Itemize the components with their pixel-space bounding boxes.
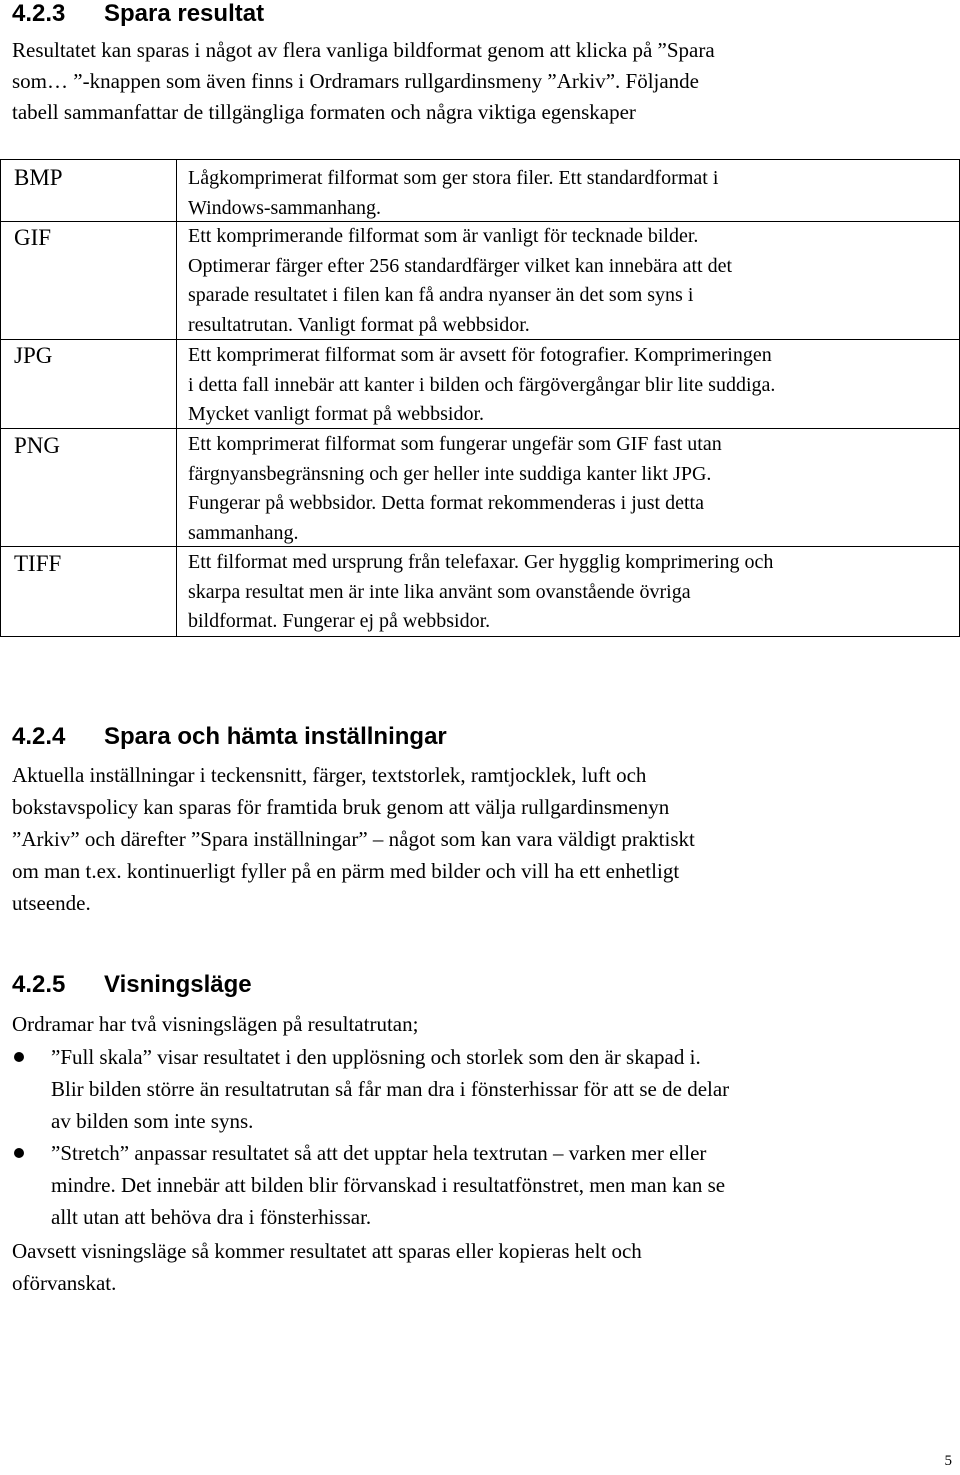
section-heading-save-result [12, 0, 264, 28]
format-name-tiff: TIFF [14, 551, 62, 576]
format-name-png: PNG [14, 433, 61, 458]
format-description-jpg: Ett komprimerat filformat som är avsett för fotografier. Komprimeringen i detta fall innebär att kanter i bilden och färgövergångar blir lite suddiga. Mycket vanligt format på webbsidor. [188, 344, 776, 425]
section-title: Visningsläge [104, 971, 252, 998]
save-result-paragraph: Resultatet kan sparas i något av flera vanliga bildformat genom att klicka på ”Spara som… ”-knappen som även finns i Ordramars rullgardinsmeny ”Arkiv”. Följande tabell sammanfattar de tillgängliga formaten och några viktiga egenskaper [12, 38, 715, 124]
format-description-tiff: Ett filformat med ursprung från telefaxar. Ger hygglig komprimering och skarpa resultat men är inte lika använt som ovanstående övriga bildformat. Fungerar ej på webbsidor. [188, 551, 774, 632]
section-number: 4.2.3 [12, 0, 66, 27]
section-number: 4.2.4 [12, 723, 66, 750]
format-name-gif: GIF [14, 225, 52, 250]
list-item [0, 1137, 951, 1233]
format-description-gif: Ett komprimerande filformat som är vanligt för tecknade bilder. Optimerar färger efter 256 standardfärger vilket kan innebära att det sparade resultatet i filen kan få andra nyanser än det som syns i resultatrutan. Vanligt format på webbsidor. [188, 225, 733, 336]
section-number: 4.2.5 [12, 971, 66, 998]
save-settings-paragraph: Aktuella inställningar i teckensnitt, färger, textstorlek, ramtjocklek, luft och bokstavspolicy kan sparas för framtida bruk genom att välja rullgardinsmenyn ”Arkiv” och därefter ”Spara inställningar” – något som kan vara väldigt praktiskt om man t.ex. kontinuerligt fyller på en pärm med bilder och vill ha ett enhetligt utseende. [12, 763, 695, 915]
view-mode-list [0, 1041, 951, 1233]
format-name-bmp: BMP [14, 165, 63, 190]
section-title: Spara resultat [104, 0, 265, 27]
bullet-icon [14, 1148, 24, 1158]
list-item-text: ”Full skala” visar resultatet i den upplösning och storlek som den är skapad i. Blir bilden större än resultatrutan så får man dra i fönsterhissar för att se de delar av bilden som inte syns. [51, 1045, 730, 1133]
bullet-icon [14, 1052, 24, 1062]
section-heading-save-settings [12, 723, 447, 751]
format-description-png: Ett komprimerat filformat som fungerar ungefär som GIF fast utan färgnyansbegränsning och ger heller inte suddiga kanter likt JPG. Fungerar på webbsidor. Detta format rekommenderas i just detta sammanhang. [188, 433, 722, 544]
list-item-text: ”Stretch” anpassar resultatet så att det upptar hela textrutan – varken mer eller mindre. Det innebär att bilden blir förvanskad i resultatfönstret, men man kan se allt utan att behöva dra i fönsterhissar. [51, 1141, 726, 1229]
list-item [0, 1041, 951, 1137]
view-mode-closing: Oavsett visningsläge så kommer resultatet att sparas eller kopieras helt och oförvanskat. [12, 1239, 642, 1295]
page-number: 5 [944, 1453, 952, 1469]
format-description-bmp: Lågkomprimerat filformat som ger stora filer. Ett standardformat i Windows-sammanhang. [188, 167, 719, 219]
section-heading-view-mode [12, 971, 252, 999]
format-name-jpg: JPG [14, 343, 53, 368]
section-title: Spara och hämta inställningar [104, 723, 447, 750]
view-mode-intro: Ordramar har två visningslägen på resultatrutan; [12, 1012, 419, 1036]
